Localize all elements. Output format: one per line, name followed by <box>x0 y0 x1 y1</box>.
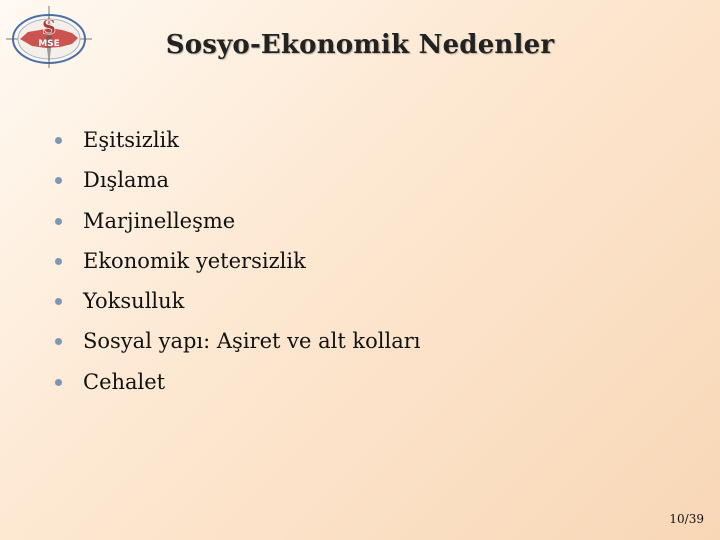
page-number: 10/39 <box>669 512 704 526</box>
bullet-icon <box>55 338 62 345</box>
bullet-item <box>55 281 421 321</box>
bullet-icon <box>55 218 62 225</box>
bullet-icon <box>55 258 62 265</box>
bullet-text: Sosyal yapı: Aşiret ve alt kolları <box>83 329 421 354</box>
bullet-icon <box>55 379 62 386</box>
bullet-item <box>55 241 421 281</box>
bullet-list <box>55 120 421 402</box>
logo-text: MSE <box>38 39 60 49</box>
bullet-text: Yoksulluk <box>83 289 185 314</box>
bullet-text: Dışlama <box>83 168 169 193</box>
svg-text:S: S <box>41 15 57 39</box>
bullet-item <box>55 160 421 200</box>
bullet-icon <box>55 298 62 305</box>
bullet-icon <box>55 137 62 144</box>
bullet-item <box>55 201 421 241</box>
bullet-item <box>55 321 421 361</box>
bullet-text: Eşitsizlik <box>83 128 179 152</box>
bullet-icon <box>55 177 62 184</box>
bullet-text: Cehalet <box>83 369 166 394</box>
bullet-text: Ekonomik yetersizlik <box>83 248 306 273</box>
bullet-text: Marjinelleşme <box>83 208 236 233</box>
bullet-item <box>55 120 421 160</box>
slide-title: Sosyo-Ekonomik Nedenler <box>165 30 555 60</box>
bullet-item <box>55 362 421 402</box>
